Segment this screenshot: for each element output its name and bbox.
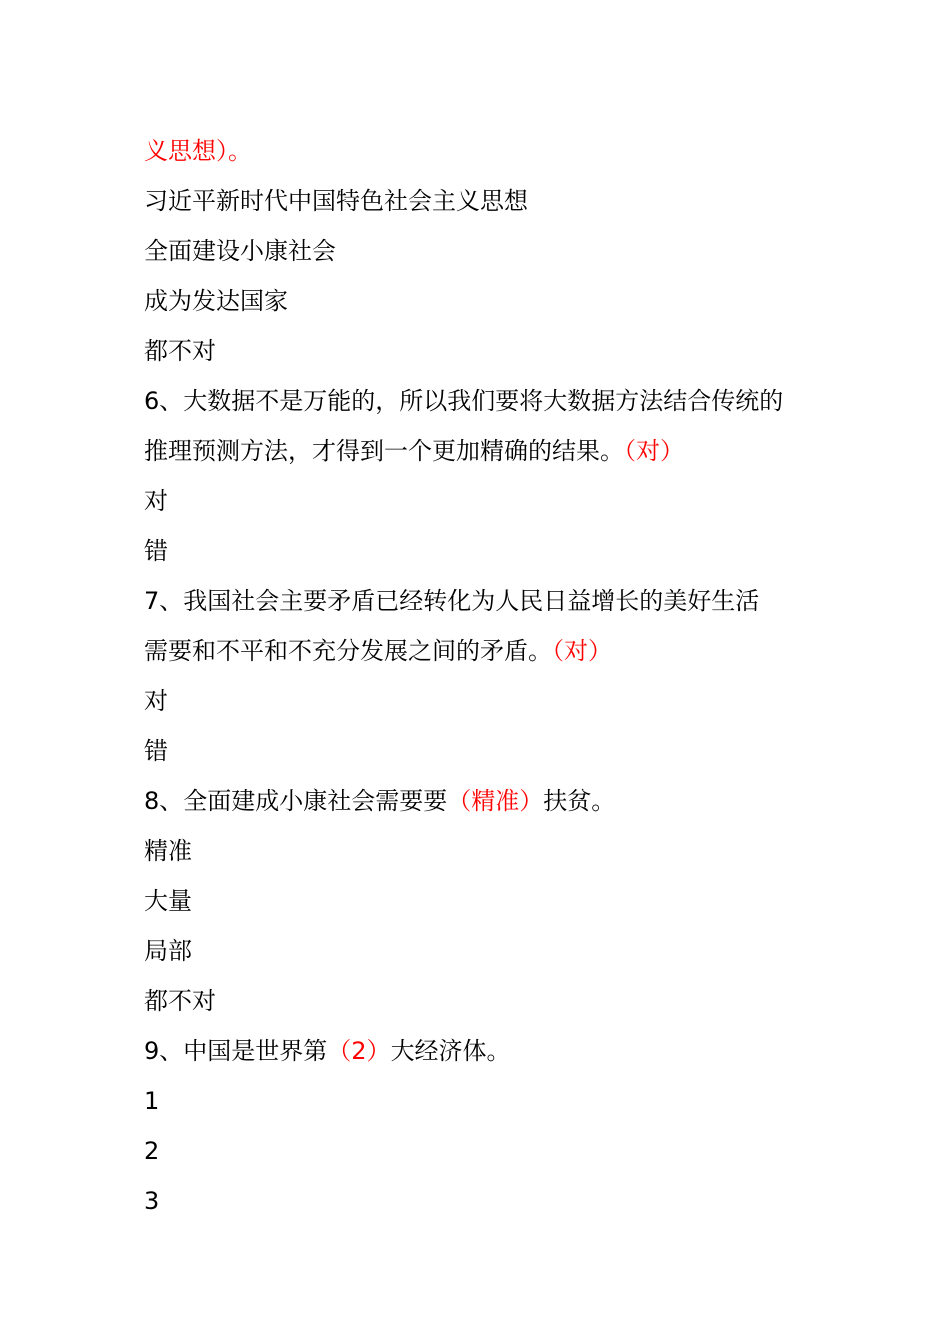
q8-option-4: 都不对 [144,987,216,1015]
q8-option-2: 大量 [144,887,192,915]
q5-option-4: 都不对 [144,337,216,365]
q5-option-3: 成为发达国家 [144,287,288,315]
q7-text-line1: 7、我国社会主要矛盾已经转化为人民日益增长的美好生活 [144,587,760,615]
q8-option-3: 局部 [144,937,192,965]
question-6 [144,376,830,576]
q6-text-line1: 6、大数据不是万能的，所以我们要将大数据方法结合传统的 [144,387,784,415]
q6-option-1: 对 [144,487,168,515]
q7-text: 需要和不平和不充分发展之间的矛盾。 [144,637,552,665]
q9-option-1: 1 [144,1087,160,1115]
q8-option-1: 精准 [144,837,192,865]
q9-text-before: 9、中国是世界第 [144,1037,328,1065]
q7-option-1: 对 [144,687,168,715]
q9-text [144,1026,830,1076]
q5-options [144,176,830,376]
q9-answer: （2） [327,1037,391,1065]
q5-option-2: 全面建设小康社会 [144,237,336,265]
q8-text-before: 8、全面建成小康社会需要要 [144,787,448,815]
q5-option-1: 习近平新时代中国特色社会主义思想 [144,187,528,215]
q7-answer: （对） [552,637,612,665]
question-7 [144,576,830,776]
q9-option-2: 2 [144,1137,160,1165]
q5-answer-tail: 义思想）。 [144,137,252,165]
q6-option-2: 错 [144,537,168,565]
q7-option-2: 错 [144,737,168,765]
q9-option-3: 3 [144,1187,160,1215]
q8-answer: （精准） [447,787,544,815]
question-8 [144,776,830,1026]
q8-text [144,776,830,826]
q9-text-after: 大经济体。 [390,1037,511,1065]
q6-text: 推理预测方法，才得到一个更加精确的结果。 [144,437,624,465]
question-9 [144,1026,830,1226]
q8-text-after: 扶贫。 [543,787,616,815]
q7-text-line2 [144,626,830,676]
q6-answer: （对） [624,437,684,465]
q6-text-line2 [144,426,830,476]
